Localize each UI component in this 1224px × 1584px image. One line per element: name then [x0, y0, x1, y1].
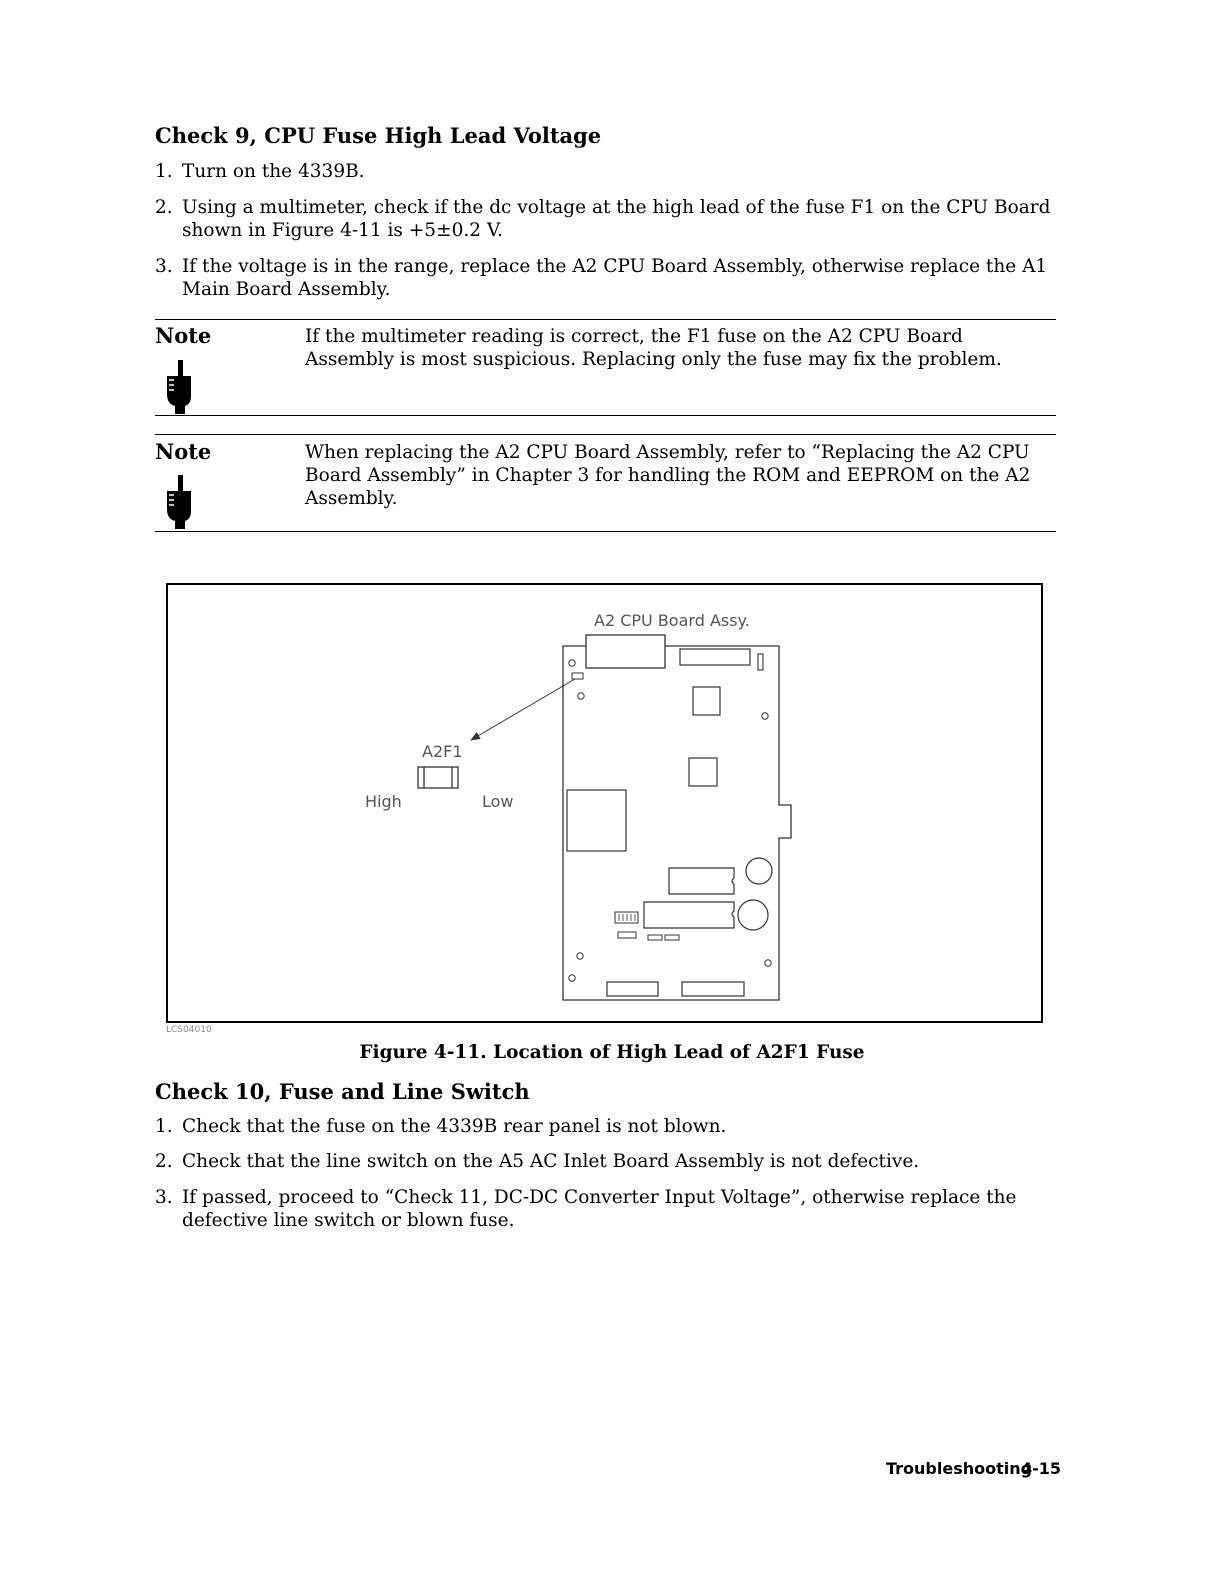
board-diagram: [166, 583, 1043, 1023]
board-chip: [644, 902, 734, 928]
board-chip: [669, 868, 734, 894]
step-text: If the voltage is in the range, replace the A2 CPU Board Assembly, otherwise replace the A1 Main Board Assembly.: [182, 256, 1048, 300]
mounting-hole: [577, 953, 583, 959]
board-chip: [693, 687, 720, 715]
board-component: [665, 935, 679, 940]
note-label: Note: [155, 323, 212, 348]
fuse-pointer-arrow: [471, 679, 575, 740]
board-connector: [682, 982, 744, 996]
page-number: 4-15: [1021, 1459, 1062, 1478]
note-text: If the multimeter reading is correct, the F1 fuse on the A2 CPU Board Assembly is most suspicious. Replacing only the fuse may fix the problem.: [305, 326, 1002, 370]
mounting-hole: [765, 960, 771, 966]
check9-heading: Check 9, CPU Fuse High Lead Voltage: [155, 123, 602, 148]
step-text: Check that the line switch on the A5 AC Inlet Board Assembly is not defective.: [182, 1151, 920, 1172]
high-lead-label: High: [365, 792, 402, 811]
step-text: Turn on the 4339B.: [182, 161, 365, 182]
dip-switch: [615, 912, 638, 923]
step-number: 1.: [155, 1116, 173, 1137]
board-chip: [689, 758, 717, 786]
step-number: 2.: [155, 197, 173, 218]
board-capacitor: [738, 900, 768, 930]
figure-id: LCS04010: [166, 1025, 212, 1035]
board-connector: [607, 982, 658, 996]
board-component: [648, 935, 662, 940]
board-capacitor: [746, 858, 772, 884]
check10-heading: Check 10, Fuse and Line Switch: [155, 1079, 530, 1104]
step-number: 3.: [155, 1187, 173, 1208]
board-label: A2 CPU Board Assy.: [594, 611, 750, 630]
step-number: 3.: [155, 256, 173, 277]
pointing-hand-icon: [163, 475, 197, 529]
mounting-hole: [569, 660, 575, 666]
footer-section: Troubleshooting: [886, 1459, 1033, 1478]
pointing-hand-icon: [163, 360, 197, 414]
note-bottom-rule: [155, 415, 1056, 416]
note-label: Note: [155, 439, 212, 464]
fuse-enlarged: [418, 767, 458, 788]
board-connector: [680, 649, 750, 665]
step-text: If passed, proceed to “Check 11, DC-DC Converter Input Voltage”, otherwise replace the defective line switch or blown fuse.: [182, 1187, 1017, 1231]
board-chip: [567, 790, 626, 851]
board-connector: [586, 635, 665, 668]
mounting-hole: [762, 713, 768, 719]
note-top-rule: [155, 434, 1056, 435]
figure-caption: Figure 4-11. Location of High Lead of A2F1 Fuse: [359, 1042, 865, 1063]
step-text: Check that the fuse on the 4339B rear panel is not blown.: [182, 1116, 727, 1137]
cpu-board-outline: [563, 646, 791, 1000]
low-lead-label: Low: [482, 792, 514, 811]
step-text: Using a multimeter, check if the dc voltage at the high lead of the fuse F1 on the CPU Board shown in Figure 4-11 is +5±0.2 V.: [182, 197, 1051, 241]
fuse-label: A2F1: [422, 742, 463, 761]
mounting-hole: [578, 693, 584, 699]
board-component: [618, 932, 636, 938]
step-number: 2.: [155, 1151, 173, 1172]
mounting-hole: [569, 975, 575, 981]
note-top-rule: [155, 319, 1056, 320]
board-component: [758, 654, 763, 670]
note-bottom-rule: [155, 531, 1056, 532]
step-number: 1.: [155, 161, 173, 182]
note-text: When replacing the A2 CPU Board Assembly, refer to “Replacing the A2 CPU Board Assembly” in Chapter 3 for handling the ROM and EEPROM on the A2 Assembly.: [305, 442, 1031, 509]
fuse-on-board: [572, 673, 583, 679]
